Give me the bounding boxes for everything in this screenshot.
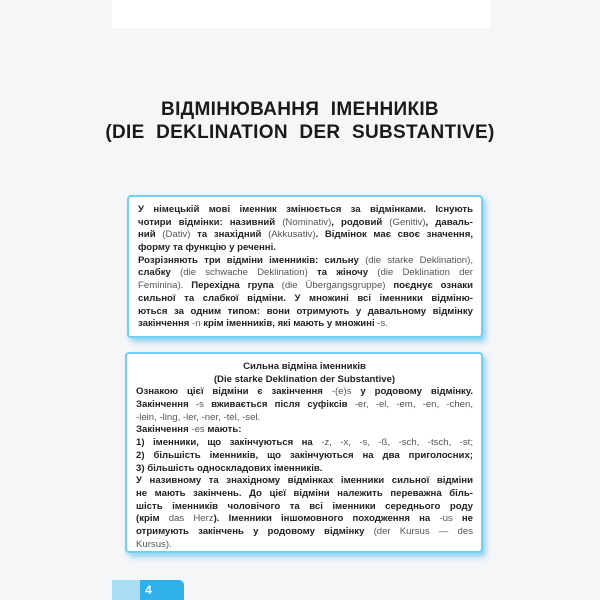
example-text: -(e)s (331, 386, 361, 398)
bold-text: закінчення (138, 318, 192, 330)
strong-declination-box (125, 352, 483, 553)
text-line (136, 399, 473, 412)
bold-text: , родовий (331, 216, 390, 228)
bold-text: шість іменників чоловічого та всі іменники середнього роду (136, 500, 473, 512)
example-text: (Dativ) (162, 229, 198, 241)
example-text: (die starke Deklination), (365, 254, 473, 266)
text-line (136, 526, 473, 539)
text-line (136, 539, 473, 552)
bold-text: вживається після суфіксів (211, 399, 355, 411)
bold-text: мають: (207, 424, 242, 436)
bold-text: форму та функцію у реченні. (138, 242, 276, 254)
bold-text: та знахідний (197, 229, 269, 241)
text-line (138, 242, 473, 255)
text-line (136, 437, 473, 450)
text-line (138, 204, 473, 217)
bold-text: слабку (138, 267, 181, 279)
bold-text: У німецькій мові іменник змінюється за відмінками. Існують (138, 204, 473, 215)
bold-text: ються за одним типом: вони отримують у давальному відмінку (138, 305, 473, 317)
text-line (136, 412, 473, 425)
example-text: (die Übergangsgruppe) (281, 280, 394, 292)
bold-text: ний (138, 229, 163, 241)
bold-text: У називному та знахідному відмінках іменники сильної відміни (136, 475, 473, 487)
bold-text: Сильна відміна іменників (243, 361, 366, 372)
example-text: -er, -el, -em, -en, -chen, (354, 399, 473, 411)
bold-text: , даваль- (425, 216, 473, 228)
text-line (136, 450, 473, 463)
box-heading-line (136, 361, 473, 374)
example-text: Feminina). (138, 280, 192, 292)
page-subtitle: (DIE DEKLINATION DER SUBSTANTIVE) (105, 122, 495, 143)
bold-text: сильної та слабкої відміни. У множині всі іменники відміню- (138, 292, 473, 304)
text-line (138, 318, 473, 331)
bold-text: не мають закінчень. До цієї відміни належить переважна біль- (136, 487, 473, 499)
example-text: -z, -x, -s, -ß, -sch, -tsch, -st; (321, 437, 473, 449)
text-line (138, 280, 473, 293)
text-line (138, 267, 473, 280)
text-line (138, 306, 473, 319)
bold-text: та жіночу (317, 267, 378, 279)
bold-text: ). Іменники іншомовного походження на (213, 513, 440, 525)
text-line (136, 501, 473, 514)
example-text: (Akkusativ) (268, 229, 316, 241)
bold-text: Ознакою цієї відміни є закінчення (136, 386, 332, 398)
intro-text-box (127, 195, 483, 338)
example-text: (Nominativ) (282, 216, 332, 228)
text-line (136, 475, 473, 488)
bold-text: Перехідна група (191, 280, 282, 292)
bold-text: 1) іменники, що закінчуються на (136, 437, 322, 449)
example-text: -n (192, 318, 204, 330)
example-text: -s. (377, 318, 388, 330)
text-line (138, 229, 473, 242)
page-number: 4 (140, 580, 184, 600)
text-line (136, 488, 473, 501)
example-text: (Genitiv) (389, 216, 426, 228)
example-text: das Herz (168, 513, 214, 525)
example-text: (die schwache Deklination) (180, 267, 317, 279)
bold-text: 2) більшість іменників, що закінчуються на два приголосних; (136, 449, 473, 461)
text-line (136, 386, 473, 399)
bold-text: чотири відмінки: називний (138, 216, 283, 228)
example-text: Kursus). (136, 538, 172, 550)
text-line (138, 255, 473, 268)
example-text: -lein, -ling, -ler, -ner, -tel, -sel. (136, 411, 261, 423)
text-line (138, 217, 473, 230)
example-text: (die Deklination der (377, 267, 473, 279)
page-header-strip (112, 0, 490, 28)
box-heading-line (136, 374, 473, 387)
bold-text: . Відмінок має своє значення, (315, 229, 473, 241)
example-text: -s (195, 399, 212, 411)
bold-text: (крім (136, 513, 169, 525)
bold-text: Закінчення (136, 424, 192, 436)
bold-text: 3) більшість односкладових іменників. (136, 462, 323, 474)
bold-text: крім іменників, які мають у множині (203, 318, 378, 330)
text-line (136, 463, 473, 476)
text-line (136, 424, 473, 437)
example-text: -es (191, 424, 208, 436)
text-line (138, 293, 473, 306)
bold-text: не (461, 513, 473, 525)
bold-text: Розрізняють три відміни іменників: сильну (138, 254, 366, 266)
example-text: (der Kursus — des (373, 525, 473, 537)
bold-text: поєднує ознаки (393, 280, 474, 292)
example-text: -us (439, 513, 462, 525)
bold-text: у родовому відмінку. (360, 386, 473, 398)
bold-text: Закінчення (136, 399, 196, 411)
page-title: ВІДМІНЮВАННЯ ІМЕННИКІВ (161, 99, 439, 120)
page-number-tab-accent (112, 580, 142, 600)
text-line (136, 513, 473, 526)
bold-text: (Die starke Deklination der Substantive) (213, 373, 396, 385)
bold-text: отримують закінчень у родовому відмінку (136, 525, 374, 537)
